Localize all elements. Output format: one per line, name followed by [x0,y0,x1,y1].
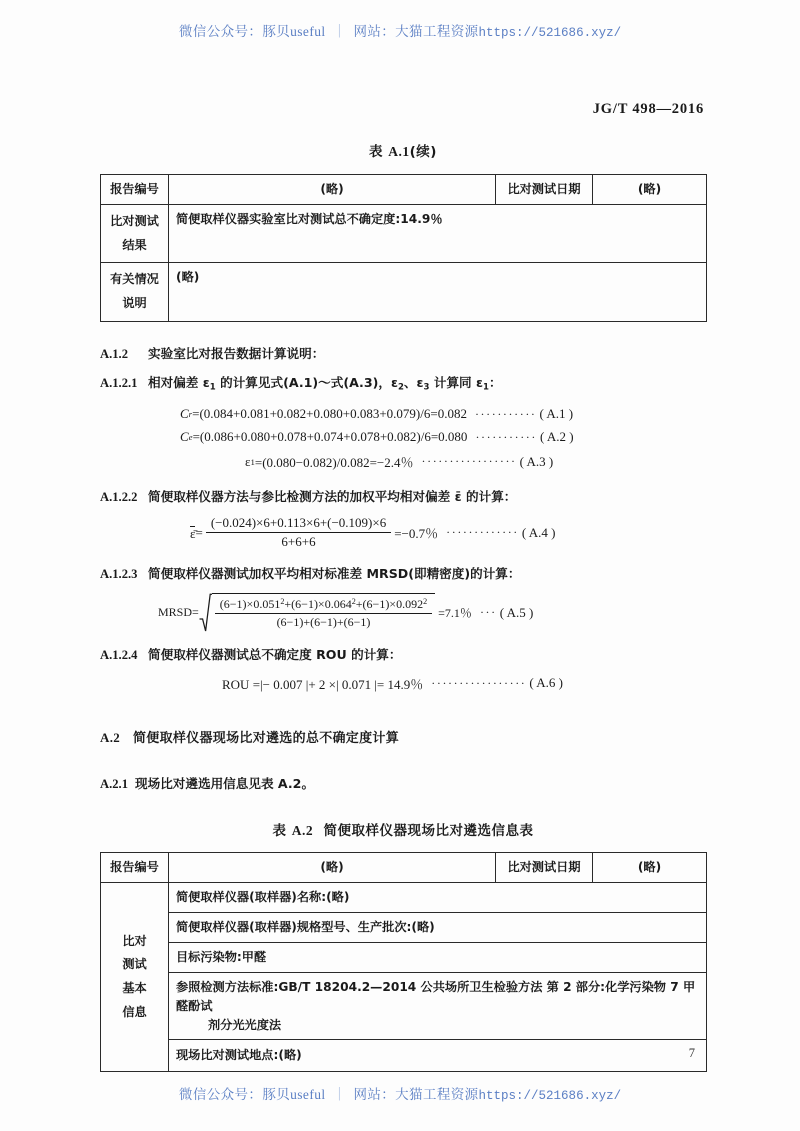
table-row [101,263,707,322]
table-a1 [100,174,707,322]
table-a1-row1-label [101,263,169,322]
table-a2-side-label-0: 比对 [122,933,147,948]
clause-a1122-num: A.1.2.2 [100,490,138,505]
equation-a5-eq: = [192,605,199,620]
equation-a3-leader: ················· [421,454,517,469]
clause-a1121-text-c: 、ε [403,375,424,391]
equation-a2-body [180,429,467,445]
equation-a1-lhs-sub: r [188,409,193,420]
equation-a3-body [245,452,414,471]
table-a2-title-num: A.2 [291,822,314,838]
table-row [101,912,707,942]
clause-a1121-text-e: ： [489,375,502,391]
clause-a1123 [100,564,706,584]
table-a1-title-prefix: 表 [369,144,384,160]
page-number: 7 [688,1046,695,1060]
table-a2-report-no-value: (略) [169,852,496,882]
table-row [101,882,707,912]
table-row [101,942,707,972]
equation-a5-lhs: MRSD [158,605,193,620]
table-a1-title-suffix: (续) [409,144,437,160]
section-a2-num: A.2 [100,729,121,745]
clause-a1121-sub-a: 1 [209,382,216,393]
section-a2-heading [100,727,706,746]
table-a2-row1: 简便取样仪器(取样器)规格型号、生产批次:(略) [169,912,707,942]
equation-a3-rhs: =(0.080−0.082)/0.082=−2.4％ [254,455,414,471]
equation-a1 [100,406,706,422]
watermark-site-label: 网站： [353,24,396,39]
equation-a2-leader: ··········· [475,429,537,444]
table-a1-row0-content: 简便取样仪器实验室比对测试总不确定度:14.9％ [169,204,707,263]
table-a1-date-value: (略) [593,175,707,205]
table-a1-row1-label-line2: 说明 [122,296,147,311]
equation-a3-label: ( A.3 ) [519,453,554,469]
equation-a6-label: ( A.6 ) [529,675,563,691]
equation-a3-lhs: ε [245,453,251,469]
equation-a1-body [180,406,467,422]
watermark-bottom-account: 豚贝useful [262,1087,326,1102]
clause-a112 [100,344,706,364]
equation-a5-radicand [212,593,435,633]
watermark-url: https://521686.xyz/ [478,26,622,40]
table-a1-date-label: 比对测试日期 [496,175,593,205]
table-row [101,972,707,1040]
equation-a3-lhs-sub: 1 [250,456,255,467]
table-a2-date-label: 比对测试日期 [496,852,593,882]
table-row [101,204,707,263]
table-a2-row3-line2: 剂分光光度法 [208,1017,282,1032]
equation-a2-lhs-sub: e [188,432,193,443]
table-a2-row2: 目标污染物:甲醛 [169,942,707,972]
clause-a1121-text-d: 计算同 ε [429,375,484,391]
equation-a5-num-a: (6−1)×0.051 [219,597,281,612]
clause-a1121-text-b: 的计算见式(A.1)～式(A.3)，ε [215,375,398,391]
table-a2-side-label-2: 基本 [122,981,147,996]
watermark-prefix: 微信公众号： [178,24,263,39]
watermark-site-name: 大猫工程资源 [395,24,479,39]
table-a2-title [100,819,706,839]
equation-a5-num-c-sup: 2 [423,596,428,606]
clause-a21-text: 现场比对遴选用信息见表 A.2。 [135,775,315,791]
clause-a112-num: A.1.2 [100,347,128,362]
equation-a5-result: =7.1％ [438,606,472,621]
watermark-bottom-site-label: 网站： [353,1087,396,1102]
clause-a1124 [100,645,706,665]
clause-a21-num: A.2.1 [100,776,128,791]
equation-a5 [100,593,706,633]
equation-a5-num-a-sup: 2 [280,596,285,606]
watermark-bottom-url: https://521686.xyz/ [478,1089,622,1103]
table-a2-row3-line1: 参照检测方法标准:GB/T 18204.2—2014 公共场所卫生检验方法 第 2 部分:化学污染物 7 甲醛酚试 [176,979,696,1013]
clause-a1121-sub-c: 3 [423,382,430,393]
watermark-bottom-prefix: 微信公众号： [178,1087,263,1102]
clause-a1121-num: A.1.2.1 [100,376,138,391]
table-a2-row4: 现场比对测试地点:(略) [169,1040,707,1072]
equation-a4-result: =−0.7％ [394,526,439,542]
table-a1-report-no-label: 报告编号 [101,175,169,205]
equation-a5-num-b: +(6−1)×0.064 [284,597,352,612]
table-a2-row0: 简便取样仪器(取样器)名称:(略) [169,882,707,912]
clause-a1121-sub-b: 2 [397,382,404,393]
watermark-bottom-separator: ｜ [332,1087,347,1102]
equation-a3 [100,452,706,471]
document-content [100,140,706,1072]
equation-a5-denominator: (6−1)+(6−1)+(6−1) [276,615,371,630]
table-a1-row0-label-line2: 结果 [122,237,147,252]
table-a2-title-prefix: 表 [272,822,287,839]
equation-a5-leader: ··· [479,605,497,620]
clause-a1121-text-a: 相对偏差 ε [148,375,210,391]
equation-a1-label: ( A.1 ) [539,406,574,422]
clause-a1123-num: A.1.2.3 [100,567,138,582]
clause-a1124-num: A.1.2.4 [100,647,138,662]
equation-a6-body: ROU =|− 0.007 |+ 2 ×| 0.071 |= 14.9％ [222,676,424,692]
table-a2-side-label-1: 测试 [122,957,147,972]
equation-a6-leader: ················· [431,675,527,690]
table-a2-title-text: 简便取样仪器现场比对遴选信息表 [323,822,534,839]
equation-a2-rhs: =(0.086+0.080+0.078+0.074+0.078+0.082)/6=0.080 [192,429,468,445]
table-row [101,1040,707,1072]
equation-a4-numerator: (−0.024)×6+0.113×6+(−0.109)×6 [206,515,391,533]
watermark-bottom-site-name: 大猫工程资源 [395,1087,479,1102]
equation-a4-eq: = [195,524,203,540]
equation-a1-lhs: C [180,406,189,422]
equation-a6 [100,674,706,693]
table-a1-title-num: A.1 [388,144,410,159]
clause-a1124-text: 简便取样仪器测试总不确定度 ROU 的计算： [148,646,402,662]
table-a2-row3 [169,972,707,1040]
table-a1-row1-content: (略) [169,263,707,322]
table-row [101,175,707,205]
table-a1-row0-label [101,204,169,263]
table-a1-row0-label-line1: 比对测试 [110,213,159,228]
equation-a2-label: ( A.2 ) [540,429,574,445]
clause-a1122 [100,487,706,507]
clause-a1122-text: 简便取样仪器方法与参比检测方法的加权平均相对偏差 ε̄ 的计算： [148,489,517,505]
radical-sign-icon [199,593,212,633]
table-a2-date-value: (略) [593,852,707,882]
equation-a5-num-c: +(6−1)×0.092 [355,597,424,612]
equation-a4-denominator: 6+6+6 [281,534,316,550]
table-a2-side-label-3: 信息 [122,1004,147,1019]
standard-number: JG/T 498—2016 [592,101,704,117]
table-a1-report-no-value: (略) [169,175,496,205]
section-a2-title: 简便取样仪器现场比对遴选的总不确定度计算 [133,730,400,746]
equation-a4-lhs: ε̄ [190,525,196,541]
clause-a112-text: 实验室比对报告数据计算说明： [148,346,325,362]
equation-a2-lhs: C [180,429,189,445]
table-a2-report-no-label: 报告编号 [101,852,169,882]
equation-a5-fraction [215,597,432,630]
equation-a5-body [158,593,472,633]
watermark-bottom [0,1083,800,1103]
watermark-top [0,20,800,40]
equation-a4-label: ( A.4 ) [521,524,556,540]
equation-a5-label: ( A.5 ) [499,604,534,620]
clause-a1123-text: 简便取样仪器测试加权平均相对标准差 MRSD(即精密度)的计算： [148,566,521,582]
clause-a1121-text [148,375,502,393]
table-a1-row1-label-line1: 有关情况 [110,272,159,287]
watermark-account: 豚贝useful [262,24,326,39]
clause-a21 [100,774,706,794]
table-a2-side-label [101,882,169,1072]
table-a1-title [100,140,706,160]
clause-a1121 [100,373,706,395]
table-row [101,852,707,882]
equation-a5-num-b-sup: 2 [351,596,356,606]
equation-a4-body [190,515,438,550]
equation-a4-fraction [206,515,391,550]
clause-a1121-sub-d: 1 [483,382,489,393]
watermark-separator: ｜ [332,24,347,39]
equation-a1-rhs: =(0.084+0.081+0.082+0.080+0.083+0.079)/6=0.082 [192,406,467,422]
table-a2 [100,852,707,1073]
equation-a2 [100,429,706,445]
equation-a5-radical [199,593,435,633]
equation-a1-leader: ··········· [474,406,537,421]
equation-a4 [100,515,706,550]
equation-a5-numerator [215,597,432,614]
equation-a4-leader: ············· [446,525,519,540]
